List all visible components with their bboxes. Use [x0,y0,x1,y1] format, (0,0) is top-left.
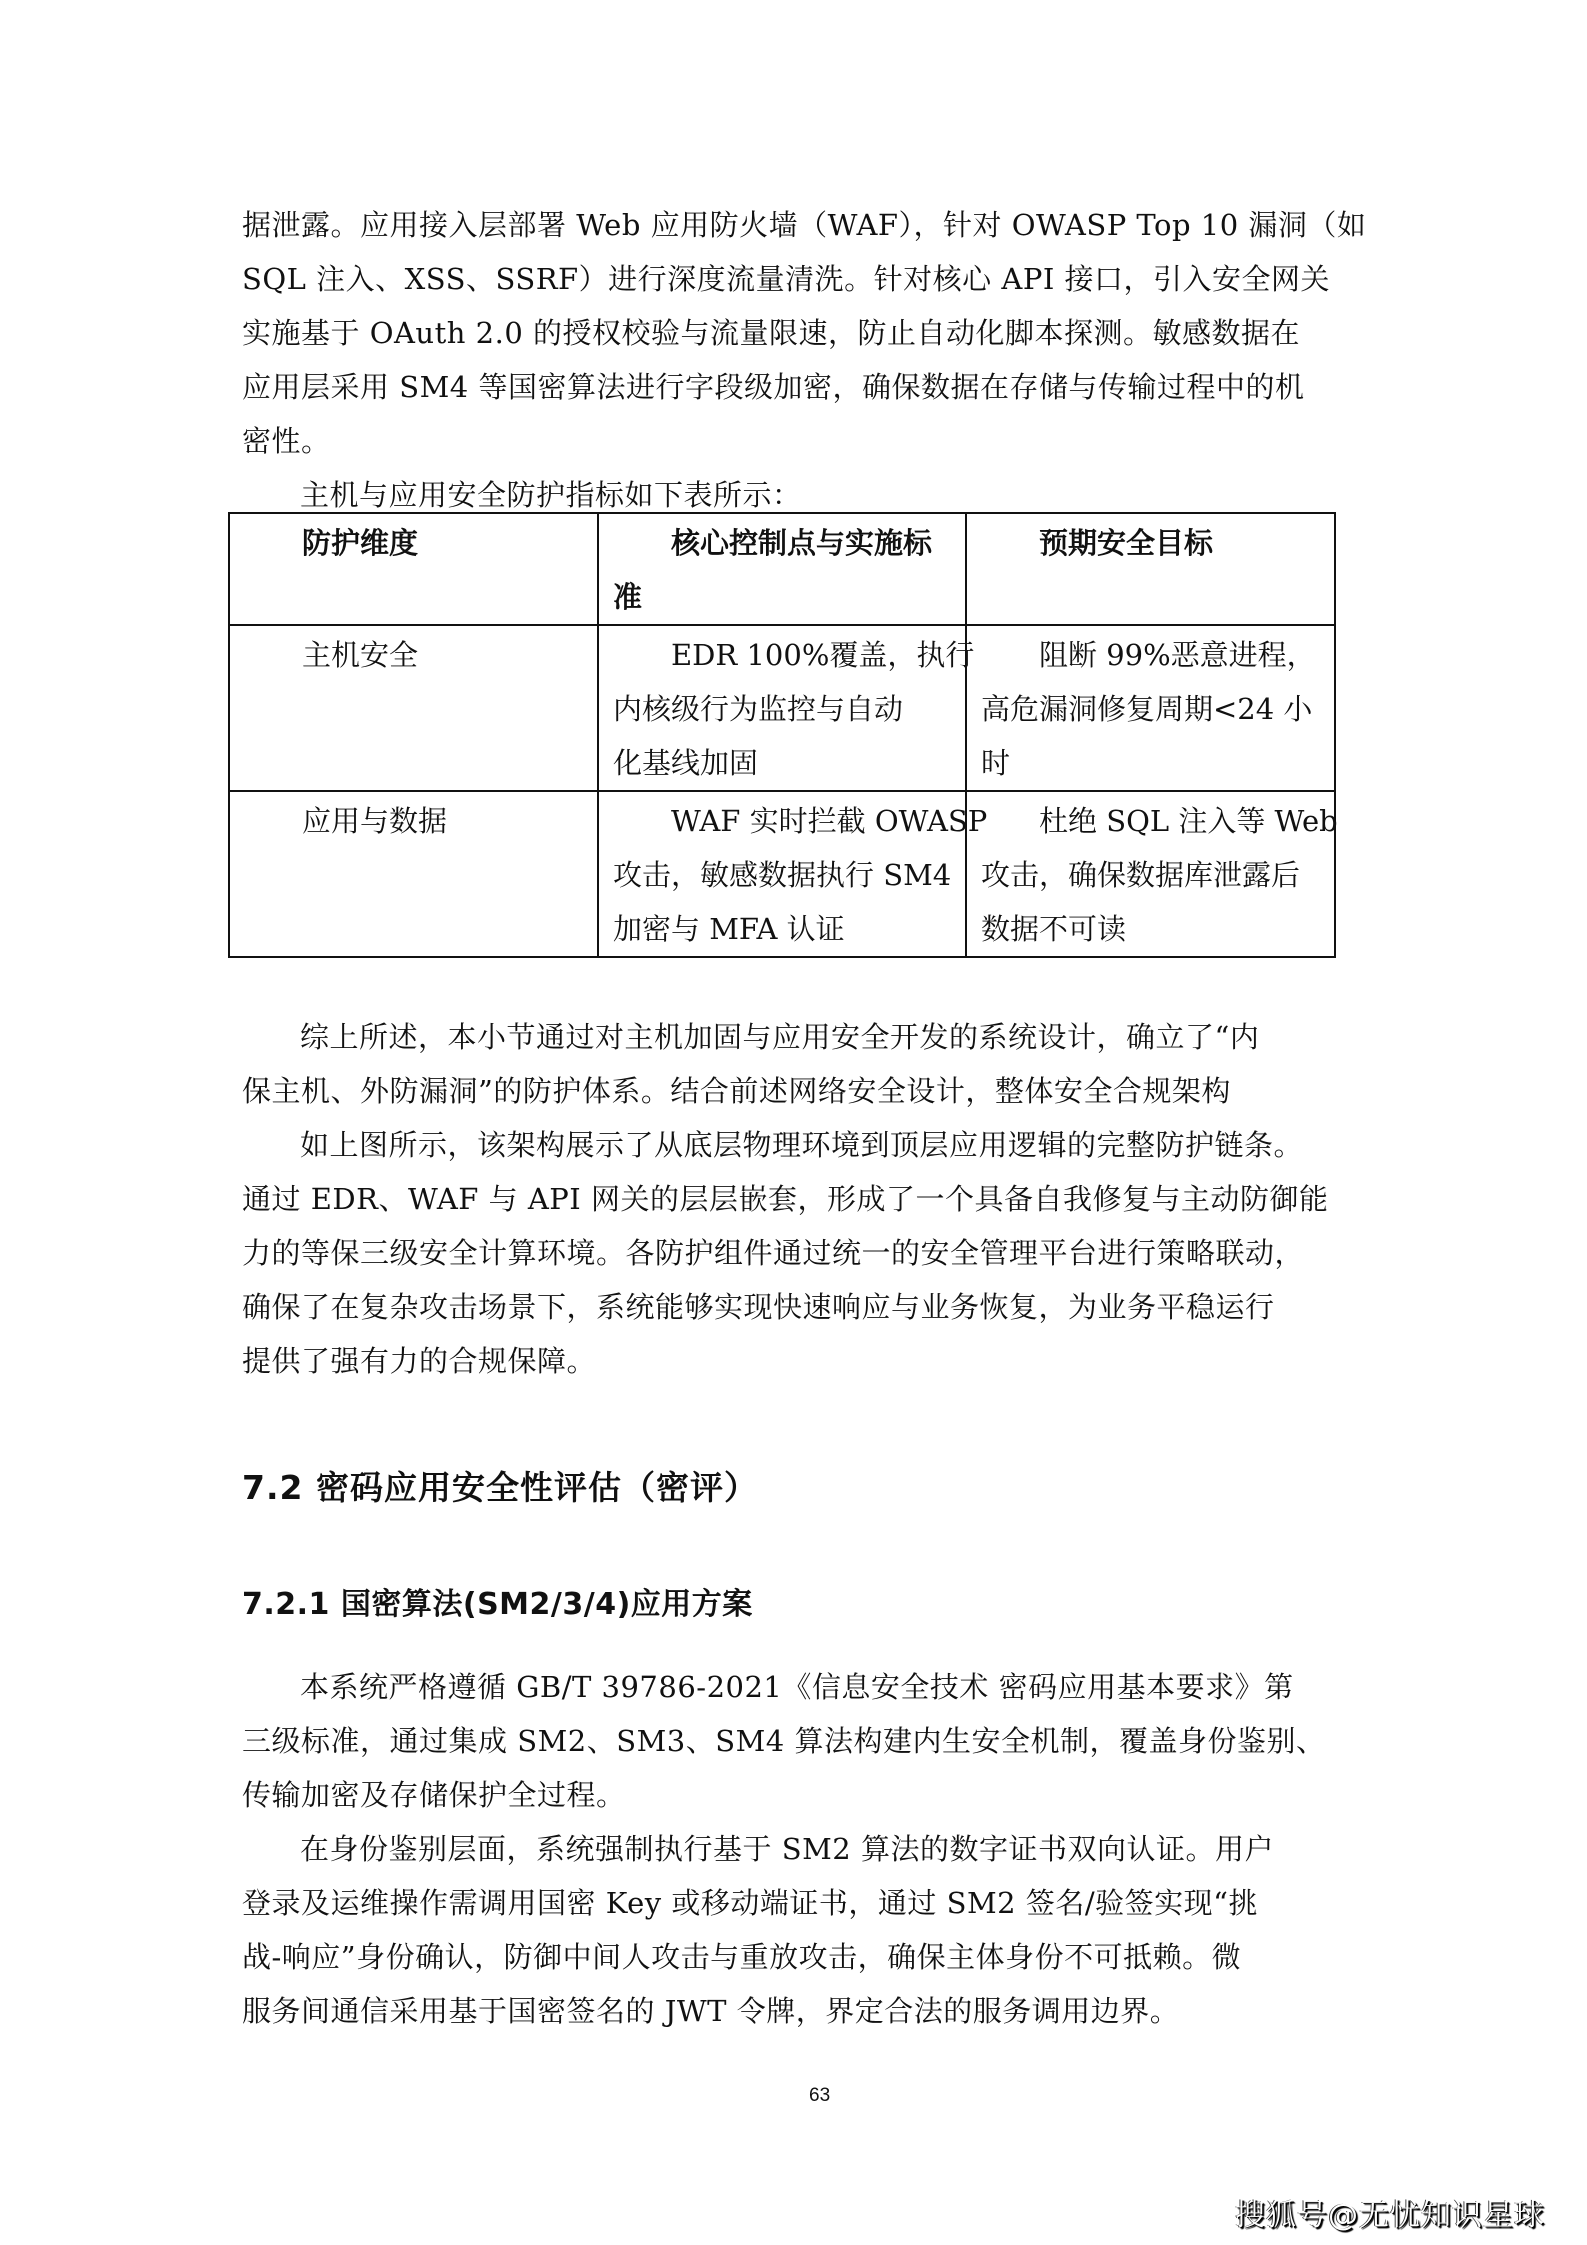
header-text: 防护维度 [302,526,419,560]
cell-dimension [229,791,598,957]
page-number: 63 [809,2085,831,2106]
table-header-row [229,513,1335,625]
cell-dimension [229,625,598,791]
text-line: SQL 注入、XSS、SSRF）进行深度流量清洗。针对核心 API 接口，引入安全网关 [242,262,1331,296]
cell-targets [966,791,1338,957]
text-line: 密性。 [242,424,331,458]
text-line: 本系统严格遵循 GB/T 39786-2021《信息安全技术 密码应用基本要求》第 [300,1670,1294,1704]
header-targets [966,513,1335,625]
cell-text: 阻断 99%恶意进程， [1039,638,1316,672]
cell-text: 主机安全 [302,638,419,672]
cell-text: 应用与数据 [302,804,448,838]
cell-text: 数据不可读 [981,912,1127,946]
text-line: 战-响应”身份确认，防御中间人攻击与重放攻击，确保主体身份不可抵赖。微 [242,1940,1242,1974]
table-row [229,625,1335,791]
cell-text: 攻击，确保数据库泄露后 [981,858,1301,892]
cell-text: 高危漏洞修复周期<24 小 [981,692,1313,726]
paragraph-app-layer-security [242,198,1367,468]
text-line: 力的等保三级安全计算环境。各防护组件通过统一的安全管理平台进行策略联动， [242,1236,1305,1270]
section-heading: 7.2 密码应用安全性评估（密评） [242,1468,758,1507]
source-watermark: 搜狐号@无忧知识星球 [1235,2198,1545,2233]
cell-text: 攻击，敏感数据执行 SM4 [613,858,952,892]
header-text: 准 [613,580,643,614]
text-line: 提供了强有力的合规保障。 [242,1344,597,1378]
text-line: 实施基于 OAuth 2.0 的授权校验与流量限速，防止自动化脚本探测。敏感数据在 [242,316,1301,350]
cell-text: 加密与 MFA 认证 [613,912,845,946]
text-line: 综上所述，本小节通过对主机加固与应用安全开发的系统设计，确立了“内 [300,1020,1260,1054]
cell-text: 内核级行为监控与自动 [613,692,904,726]
paragraph-summary [242,1010,1362,1118]
paragraph-standard [242,1660,1362,1822]
text-line: 三级标准，通过集成 SM2、SM3、SM4 算法构建内生安全机制，覆盖身份鉴别、 [242,1724,1326,1758]
text-line: 保主机、外防漏洞”的防护体系。结合前述网络安全设计，整体安全合规架构 [242,1074,1231,1108]
text-line: 应用层采用 SM4 等国密算法进行字段级加密，确保数据在存储与传输过程中的机 [242,370,1305,404]
header-text: 预期安全目标 [1039,526,1214,560]
text-line: 登录及运维操作需调用国密 Key 或移动端证书，通过 SM2 签名/验签实现“挑 [242,1886,1258,1920]
subsection-heading: 7.2.1 国密算法(SM2/3/4)应用方案 [242,1587,753,1622]
cell-controls [598,791,988,957]
cell-text: 时 [981,746,1011,780]
header-dimension [229,513,598,625]
cell-targets [966,625,1335,791]
header-controls [598,513,966,625]
security-metrics-table [228,512,1336,958]
cell-text: WAF 实时拦截 OWASP [671,804,988,838]
header-text: 核心控制点与实施标 [671,526,933,560]
text-line: 传输加密及存储保护全过程。 [242,1778,626,1812]
paragraph-identity-auth [242,1822,1362,2038]
text-line: 服务间通信采用基于国密签名的 JWT 令牌，界定合法的服务调用边界。 [242,1994,1180,2028]
cell-text: EDR 100%覆盖，执行 [671,638,975,672]
cell-controls [598,625,975,791]
table-row [229,791,1335,957]
text-line: 确保了在复杂攻击场景下，系统能够实现快速响应与业务恢复，为业务平稳运行 [242,1290,1275,1324]
paragraph-architecture [242,1118,1362,1388]
text-line: 据泄露。应用接入层部署 Web 应用防火墙（WAF），针对 OWASP Top 10 漏洞（如 [242,208,1367,242]
cell-text: 化基线加固 [613,746,759,780]
cell-text: 杜绝 SQL 注入等 Web [1039,804,1338,838]
text-line: 如上图所示，该架构展示了从底层物理环境到顶层应用逻辑的完整防护链条。 [300,1128,1304,1162]
text-line: 在身份鉴别层面，系统强制执行基于 SM2 算法的数字证书双向认证。用户 [300,1832,1274,1866]
table-caption-text: 主机与应用安全防护指标如下表所示： [300,478,802,512]
text-line: 通过 EDR、WAF 与 API 网关的层层嵌套，形成了一个具备自我修复与主动防御能 [242,1182,1329,1216]
